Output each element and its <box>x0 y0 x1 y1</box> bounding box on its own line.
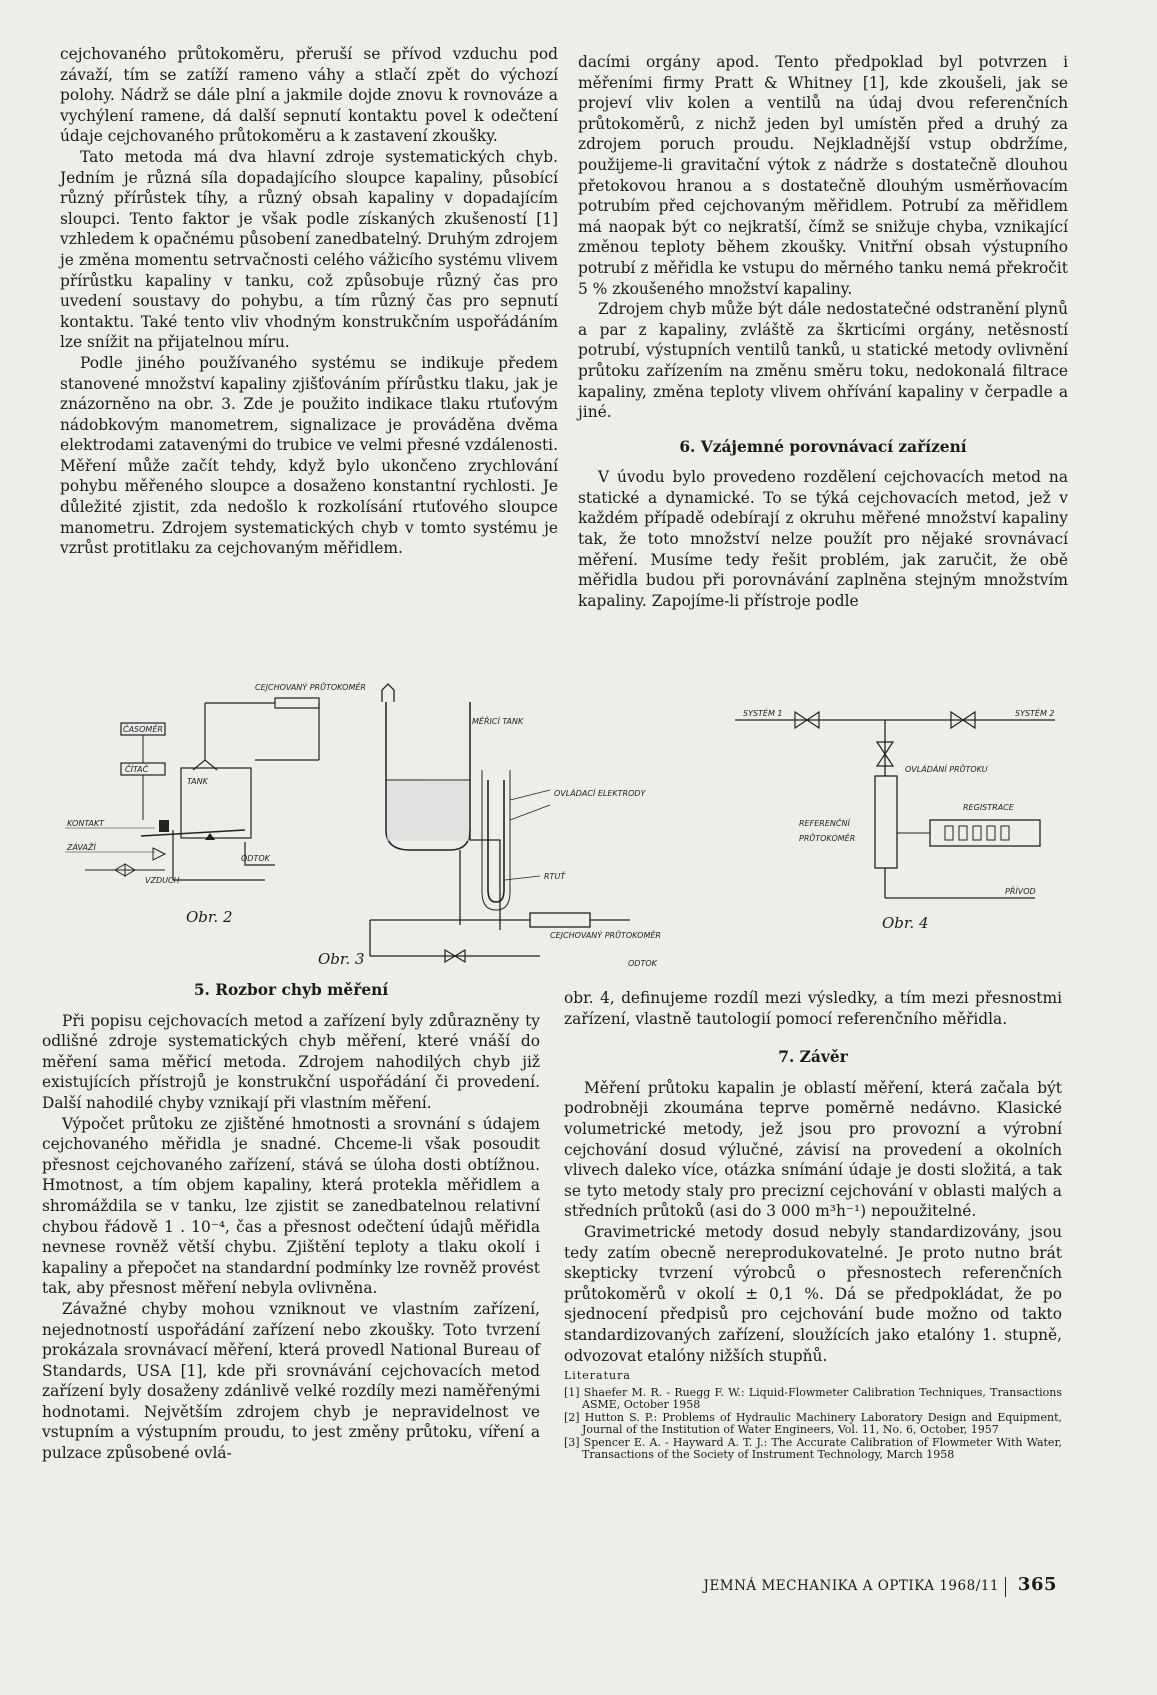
label-zavazi: ZÁVAŽÍ <box>67 843 96 852</box>
label-rtut: RTUŤ <box>544 872 566 881</box>
paragraph: Gravimetrické metody dosud nebyly standardizovány, jsou tedy zatím obecně nereprodukovatelné. Je proto nutno brát skepticky tvrzení výrobců o přesnostech referenčních průtokoměrů v okolí ± 0,1 %. Dá se předpokládat, že po sjednocení předpisů pro cejchování bude možno od takto standardizovaných zařízení, sloužících jako etalóny 1. stupně, odvozovat etalóny nižších stupňů. <box>564 1222 1062 1365</box>
paragraph: Závažné chyby mohou vzniknout ve vlastním zařízení, nejednotností uspořádání zařízení nebo zkoušky. Toto tvrzení prokázala srovnávací měření, která provedl National Bureau of Standards, USA [1], kde při srovnávání cejchovacích metod zařízení byly dosaženy zdánlivě velké rozdíly mezi naměřenými hodnotami. Největším zdrojem chyb je nepravidelnost ve vstupním a výstupním proudu, to jest změny průtoku, víření a pulzace způsobené ovlá- <box>42 1299 540 1463</box>
paragraph: obr. 4, definujeme rozdíl mezi výsledky, a tím mezi přesnostmi zařízení, vlastně tautologií pomocí referenčního měřidla. <box>564 989 1062 1028</box>
reference-item: [3] Spencer E. A. - Hayward A. T. J.: The Accurate Calibration of Flowmeter With Water, Transactions of the Society of Instrument Technology, March 1958 <box>564 1435 1062 1462</box>
paragraph: Zdrojem chyb může být dále nedostatečné odstranění plynů a par z kapaliny, zvláště za škrticími orgány, netěsností potrubí, výstupních ventilů tanků, u statické metody ovlivnění průtoku zařízením na změnu směru toku, nedokonalá filtrace kapaliny, změna teploty vlivem ohřívání kapaliny v čerpadle a jiné. <box>578 300 1068 422</box>
reference-item: [1] Shaefer M. R. - Ruegg F. W.: Liquid-Flowmeter Calibration Techniques, Transactions ASME, October 1958 <box>564 1385 1062 1412</box>
section-7-heading: 7. Závěr <box>778 1048 848 1067</box>
label-elektrody: OVLÁDACÍ ELEKTRODY <box>554 789 646 798</box>
registrace-box <box>930 820 1040 846</box>
paragraph: Výpočet průtoku ze zjištěné hmotnosti a srovnání s údajem cejchovaného měřidla je snadné. Chceme-li však posoudit přesnost cejchovaného zařízení, stává se úloha dosti obtížnou. Hmotnost, a tím objem kapaliny, která protekla měřidlem a shromáždila se v tanku, lze zjistit se zanedbatelnou relativní chybou řádově 1 . 10⁻⁴, čas a přesnost odečtení údajů měřidla nevnese rovněž větší chybu. Zjištění teploty a tlaku okolí i kapaliny a přepočet na standardní podmínky lze rovněž provést tak, aby přesnost měření nebyla ovlivněna. <box>42 1114 540 1298</box>
figure-obr3 <box>300 680 720 970</box>
page-number: 365 <box>1017 1574 1057 1595</box>
label-casomer: ČASOMĚR <box>123 725 163 734</box>
label-system1: SYSTÉM 1 <box>743 709 783 718</box>
paragraph: dacími orgány apod. Tento předpoklad byl potvrzen i měřeními firmy Pratt & Whitney [1], kde zkoušeli, jak se projeví vliv kolen a ventilů na údaj dvou referenčních průtokoměrů, z nichž jeden byl umístěn před a druhý za zdrojem poruch proudu. Nejkladnější vstup obdržíme, použijeme-li gravitační výtok z nádrže s dostatečně dlouhou přetokovou hranou a s dostatečně dlouhým usměrňovacím potrubím před cejchovaným měřidlem. Potrubí za měřidlem má naopak být co nejkratší, čímž se snižuje chyba, vznikající změnou teploty během zkoušky. Vnitřní obsah výstupního potrubí z měřidla ke vstupu do měrného tanku nemá překročit 5 % zkoušeného množství kapaliny. <box>578 53 1068 298</box>
section-5-heading: 5. Rozbor chyb měření <box>193 981 389 999</box>
caption-obr3: Obr. 3 <box>318 950 365 968</box>
paragraph: cejchovaného průtokoměru, přeruší se přívod vzduchu pod závaží, tím se zatíží rameno váhy a stlačí zpět do výchozí polohy. Nádrž se dále plní a jakmile dojde znovu k rovnováze a vychýlení ramene, dá další sepnutí kontaktu povel k odečtení údaje cejchovaného průtokoměru a k zastavení zkoušky. <box>60 45 558 146</box>
figure-obr4 <box>735 698 1065 918</box>
reference-item: [2] Hutton S. P.: Problems of Hydraulic Machinery Laboratory Design and Equipment, Journal of the Institution of Water Engineers, Vol. 11, No. 6, October, 1957 <box>564 1410 1062 1437</box>
label-kontakt: KONTAKT <box>67 819 105 828</box>
label-ovladani: OVLÁDÁNÍ PRŮTOKU <box>905 765 988 774</box>
label-ref1: REFERENČNÍ <box>799 819 850 828</box>
paragraph: Při popisu cejchovacích metod a zařízení byly zdůrazněny ty odlišné zdroje systematických chyb měření, které vnáší do měření sama měřicí metoda. Zdrojem nahodilých chyb již existujících přístrojů je konstrukční uspořádání či provedení. Další nahodilé chyby vznikají při vlastním měření. <box>42 1011 540 1112</box>
page-footer <box>704 1574 1057 1597</box>
paragraph: Tato metoda má dva hlavní zdroje systematických chyb. Jedním je různá síla dopadajícího sloupce kapaliny, působící různý přírůstek tíhy, a různý obsah kapaliny v dopadajícím sloupci. Tento faktor je však podle získaných zkušeností [1] vzhledem k opačnému působení zanedbatelný. Druhým zdrojem je změna momentu setrvačnosti celého vážicího systému vlivem přírůstku kapaliny v tanku, což způsobuje různý čas pro uvedení soustavy do pohybu, a tím různý čas pro sepnutí kontaktu. Také tento vliv vhodným konstrukčním uspořádáním lze snížit na přijatelnou míru. <box>60 147 558 352</box>
journal-name: JEMNÁ MECHANIKA A OPTIKA 1968/11 <box>703 1578 999 1594</box>
label-registrace: REGISTRACE <box>963 803 1014 812</box>
registrace-digits <box>945 826 1009 840</box>
paragraph: V úvodu bylo provedeno rozdělení cejchovacích metod na statické a dynamické. To se týká cejchovacích metod, jež v každém případě odebírají z okruhu měřené množství kapaliny tak, že toto množství nelze použít pro nějaké srovnávací měření. Musíme tedy řešit problém, jak zaručit, že obě měřidla budou při porovnávání zaplněna stejným množstvím kapaliny. Zapojíme-li přístroje podle <box>578 468 1068 610</box>
label-privod: PŘÍVOD <box>1005 887 1036 896</box>
label-vzduch: VZDUCH <box>145 876 180 885</box>
label-citac: ČÍTAČ <box>125 765 149 774</box>
figure-obr2 <box>55 680 366 910</box>
literature-title: Literatura <box>564 1369 631 1383</box>
label-odtok: ODTOK <box>628 959 657 968</box>
cejchovany-prutokomer-box <box>530 913 590 927</box>
section-6-heading: 6. Vzájemné porovnávací zařízení <box>679 437 967 456</box>
label-odtok: ODTOK <box>241 854 270 863</box>
paragraph: Podle jiného používaného systému se indikuje předem stanovené množství kapaliny zjišťováním přírůstku tlaku, jak je znázorněno na obr. 3. Zde je použito indikace tlaku rtuťovým nádobkovým manometrem, signalizace je prováděna dvěma elektrodami zatavenými do trubice ve velmi přesné vzdálenosti. Měření může začít tehdy, když bylo ukončeno zrychlování pohybu měřeného sloupce a dosaženo konstantní rychlosti. Je důležité zjistit, zda nedošlo k rozkolísání rtuťového sloupce manometru. Zdrojem systematických chyb v tomto systému je vzrůst protitlaku za cejchovaným měřidlem. <box>60 353 558 558</box>
left-column-bottom <box>42 968 540 1464</box>
right-column-top <box>578 52 1068 611</box>
label-cejch: CEJCHOVANÝ PRŮTOKOMĚR <box>550 931 661 940</box>
paragraph: Měření průtoku kapalin je oblastí měření, která začala být podrobněji zkoumána teprve poměrně nedávno. Klasické volumetrické metody, jež jsou pro provozní a výrobní cejchování dosud výlučné, závisí na provedení a okolních vlivech daleko více, otázka snímání údaje je dosti složitá, a tak se tyto metody staly pro precizní cejchování v oblasti malých a středních průtoků (asi do 3 000 m³h⁻¹) nepoužitelné. <box>564 1078 1062 1221</box>
label-ref2: PRŮTOKOMĚR <box>799 834 856 843</box>
label-merici-tank: MĚŘICÍ TANK <box>472 717 524 726</box>
left-column-top <box>60 44 558 559</box>
referencni-prutokomer-box <box>875 776 897 868</box>
right-column-bottom <box>564 988 1062 1462</box>
caption-obr4: Obr. 4 <box>882 914 929 932</box>
label-system2: SYSTÉM 2 <box>1015 709 1055 718</box>
caption-obr2: Obr. 2 <box>186 908 233 926</box>
label-tank: TANK <box>187 777 208 786</box>
label-cejch: CEJCHOVANÝ PRŮTOKOMĚR <box>255 683 366 692</box>
